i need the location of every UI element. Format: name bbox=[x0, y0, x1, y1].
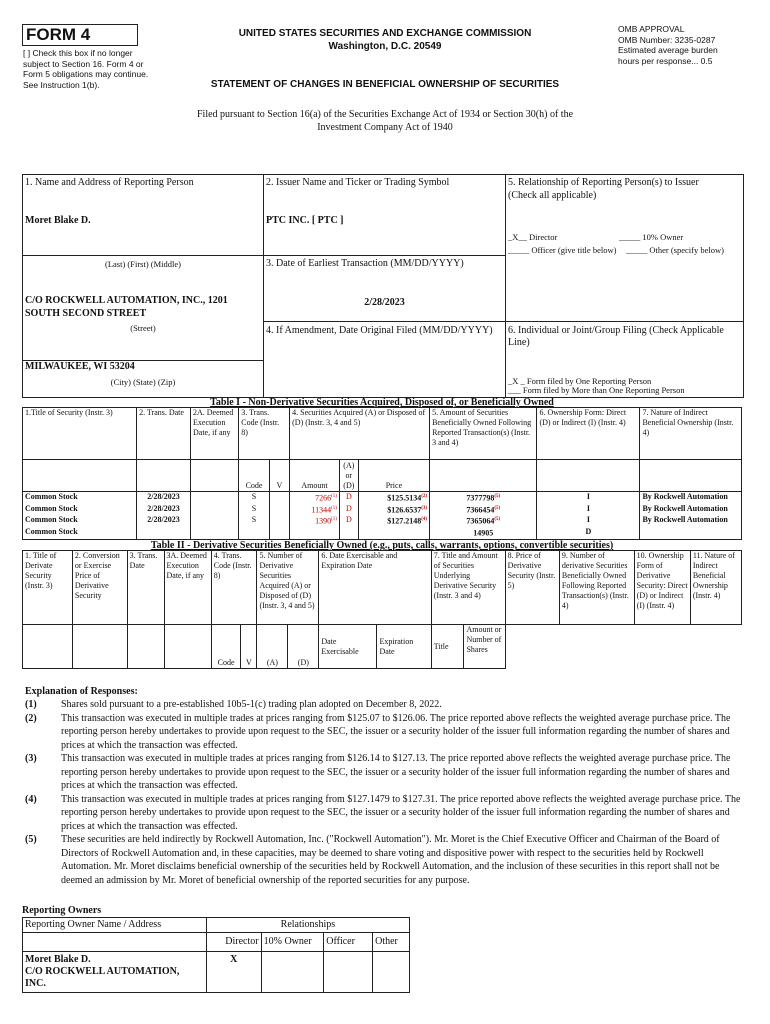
table-row bbox=[23, 527, 742, 539]
box1-label: 1. Name and Address of Reporting Person bbox=[25, 177, 194, 188]
city-line: MILWAUKEE, WI 53204 bbox=[25, 361, 135, 372]
earliest-date: 2/28/2023 bbox=[364, 297, 405, 308]
explanation-text: These securities are held indirectly by Rockwell Automation, Inc. ("Rockwell Automation"). Mr. Moret is the Chief Executive Officer and Chairman of the Board of Directors of Rockwell Automation and, in these capacities, may be deemed to share voting and dispositive power with respect to the securities held by Rockwell Automation. Mr. Moret disclaims beneficial ownership of the securities held by Rockwell Automation, and the inclusion of these securities in this report shall not be deemed an admission by Mr. Moret of beneficial ownership of the reported securities for any purpose. bbox=[61, 834, 720, 886]
cell-price: $126.6537 bbox=[387, 505, 422, 515]
owner-director-mark: X bbox=[206, 952, 261, 993]
street-line-1: C/O ROCKWELL AUTOMATION, INC., 1201 bbox=[25, 295, 228, 306]
cell-title: Common Stock bbox=[25, 515, 78, 525]
omb-line-1: OMB APPROVAL bbox=[618, 24, 685, 34]
box5-label: 5. Relationship of Reporting Person(s) to Issuer bbox=[508, 177, 699, 188]
street-line-2: SOUTH SECOND STREET bbox=[25, 308, 147, 319]
cell-nature: By Rockwell Automation bbox=[642, 503, 728, 513]
street-label: (Street) bbox=[130, 323, 156, 333]
box6-label: 6. Individual or Joint/Group Filing (Check Applicable Line) bbox=[508, 325, 724, 348]
cell-code: S bbox=[251, 515, 257, 525]
cell-price: $125.5134 bbox=[387, 493, 422, 503]
cell-title: Common Stock bbox=[25, 526, 78, 536]
omb-line-2: OMB Number: 3235-0287 bbox=[618, 34, 716, 45]
explanation-text: This transaction was executed in multiple trades at prices ranging from $126.14 to $127.13. The price reported above reflects the weighted average purchase price. The reporting person hereby undertakes to provide upon request to the SEC, the issuer or a security holder of the issuer full information regarding the number of shares and prices at which the transaction was effected. bbox=[61, 753, 731, 791]
cell-date: 2/28/2023 bbox=[147, 492, 180, 501]
cell-amount: 11344 bbox=[311, 505, 332, 515]
omb-approval bbox=[618, 24, 758, 66]
explanation-text: This transaction was executed in multiple trades at prices ranging from $127.1479 to $127.31. The price reported above reflects the weighted average purchase price. The reporting person hereby undertakes to provide upon request to the SEC, the issuer or a security holder of the issuer full information regarding the number of shares and prices at which the transaction was effected. bbox=[61, 793, 741, 832]
t2-h4: 4. Trans. Code (Instr. 8) bbox=[211, 551, 257, 625]
box4-label: 4. If Amendment, Date Original Filed (MM/DD/YYYY) bbox=[266, 325, 493, 336]
explanation-section bbox=[25, 686, 747, 887]
cell-date: 2/28/2023 bbox=[147, 503, 180, 513]
t1-sub-code: Code bbox=[239, 460, 269, 492]
name-parts-label: (Last) (First) (Middle) bbox=[104, 259, 181, 269]
form-title-box bbox=[22, 24, 138, 46]
explanation-num: (3) bbox=[25, 753, 37, 764]
t2-h6: 6. Date Exercisable and Expiration Date bbox=[319, 551, 431, 625]
t2-h11: 11. Nature of Indirect Beneficial Ownership (Instr. 4) bbox=[690, 551, 741, 625]
cell-form: I bbox=[586, 503, 590, 513]
t2-h9: 9. Number of derivative Securities Beneficially Owned Following Reported Transaction(s) (Instr. 4) bbox=[559, 551, 634, 625]
owners-col-rel: Relationships bbox=[206, 918, 409, 933]
owners-col-director: Director bbox=[206, 933, 261, 952]
omb-line-4: hours per response... 0.5 bbox=[618, 55, 713, 66]
t1-h2a: 2A. Deemed Execution Date, if any bbox=[191, 408, 239, 460]
footnote-ref: (5) bbox=[494, 494, 501, 499]
agency-name: UNITED STATES SECURITIES AND EXCHANGE COMMISSION bbox=[238, 28, 532, 39]
t1-h4: 4. Securities Acquired (A) or Disposed of (D) (Instr. 3, 4 and 5) bbox=[290, 408, 430, 460]
t1-h1: 1.Title of Security (Instr. 3) bbox=[23, 408, 137, 460]
table-row bbox=[23, 504, 742, 516]
footnote-ref: (1) bbox=[331, 494, 337, 499]
table-row bbox=[23, 492, 742, 504]
t2-h2: 2. Conversion or Exercise Price of Derivative Security bbox=[72, 551, 127, 625]
cell-title: Common Stock bbox=[25, 492, 78, 501]
cell-nature: By Rockwell Automation bbox=[642, 492, 728, 501]
explanation-num: (2) bbox=[25, 712, 37, 724]
cell-form: D bbox=[585, 526, 592, 536]
explanation-item bbox=[25, 752, 747, 793]
explanation-text: This transaction was executed in multiple trades at prices ranging from $125.07 to $126.06. The price reported above reflects the weighted average purchase price. The reporting person hereby undertakes to provide upon request to the SEC, the issuer or a security holder of the issuer full information regarding the number of shares and prices at which the transaction was effected. bbox=[61, 712, 731, 751]
cell-title: Common Stock bbox=[25, 503, 78, 513]
explanation-heading: Explanation of Responses: bbox=[25, 686, 138, 697]
t2-h3a: 3A. Deemed Execution Date, if any bbox=[164, 551, 211, 625]
cell-owned: 7365064 bbox=[466, 516, 495, 526]
reporting-person-name: Moret Blake D. bbox=[25, 215, 91, 226]
footnote-ref: (3) bbox=[421, 505, 428, 511]
explanation-num: (4) bbox=[25, 793, 37, 805]
owner-address-1: C/O ROCKWELL AUTOMATION, bbox=[25, 966, 180, 977]
form-title: FORM 4 bbox=[26, 25, 91, 44]
t1-sub-amount: Amount bbox=[290, 460, 340, 492]
t1-sub-price: Price bbox=[358, 460, 429, 492]
table2 bbox=[22, 550, 742, 669]
footnote-ref: (4) bbox=[421, 517, 428, 523]
t2-sub-title: Title bbox=[431, 625, 464, 669]
t2-sub-ed: Expiration Date bbox=[377, 625, 431, 669]
owners-col-other: Other bbox=[373, 933, 410, 952]
t2-h3: 3. Trans. Date bbox=[127, 551, 164, 625]
table1 bbox=[22, 407, 742, 540]
cell-date: 2/28/2023 bbox=[147, 515, 180, 525]
rel-officer: _____ Officer (give title below) bbox=[508, 245, 617, 255]
t2-sub-a: (A) bbox=[257, 625, 288, 669]
table-row bbox=[23, 515, 742, 527]
t2-h5: 5. Number of Derivative Securities Acquired (A) or Disposed of (D) (Instr. 3, 4 and 5) bbox=[257, 551, 319, 625]
owners-table bbox=[22, 917, 410, 993]
t1-h2: 2. Trans. Date bbox=[137, 408, 191, 460]
table1-title: Table I - Non-Derivative Securities Acquired, Disposed of, or Beneficially Owned bbox=[210, 397, 554, 408]
t2-sub-amt: Amount or Number of Shares bbox=[464, 625, 505, 669]
rel-ten-pct: _____ 10% Owner bbox=[619, 232, 684, 242]
omb-line-3: Estimated average burden bbox=[618, 45, 718, 55]
reporting-box bbox=[22, 174, 744, 398]
cell-price: $127.2148 bbox=[387, 516, 422, 526]
t2-h10: 10. Ownership Form of Derivative Security: Direct (D) or Indirect (I) (Instr. 4) bbox=[634, 551, 690, 625]
statement-title: STATEMENT OF CHANGES IN BENEFICIAL OWNERSHIP OF SECURITIES bbox=[210, 79, 560, 90]
cell-form: I bbox=[586, 492, 590, 501]
filing-one: _X _ Form filed by One Reporting Person bbox=[508, 376, 652, 386]
table2-title: Table II - Derivative Securities Beneficially Owned (e.g., puts, calls, warrants, options, convertible securities) bbox=[150, 540, 614, 551]
t2-h8: 8. Price of Derivative Security (Instr. 5) bbox=[505, 551, 559, 625]
cell-form: I bbox=[586, 515, 590, 525]
explanation-list bbox=[25, 698, 747, 887]
owner-name: Moret Blake D. bbox=[25, 954, 91, 965]
owners-col-name: Reporting Owner Name / Address bbox=[23, 918, 207, 933]
t1-h5: 5. Amount of Securities Beneficially Owned Following Reported Transaction(s) (Instr. 3 and 4) bbox=[430, 408, 537, 460]
t1-h3: 3. Trans. Code (Instr. 8) bbox=[239, 408, 290, 460]
issuer-name: PTC INC. [ PTC ] bbox=[266, 215, 344, 226]
agency-city: Washington, D.C. 20549 bbox=[328, 41, 442, 52]
footnote-ref: (5) bbox=[494, 517, 501, 523]
city-label: (City) (State) (Zip) bbox=[110, 377, 176, 387]
t1-h6: 6. Ownership Form: Direct (D) or Indirect (I) (Instr. 4) bbox=[537, 408, 640, 460]
rel-other: _____ Other (specify below) bbox=[626, 245, 724, 255]
explanation-text: Shares sold pursuant to a pre-established 10b5-1(c) trading plan adopted on December 8, 2022. bbox=[61, 699, 442, 710]
t2-sub-de: Date Exercisable bbox=[319, 625, 377, 669]
footnote-ref: (1) bbox=[331, 517, 337, 523]
table1-body bbox=[23, 492, 742, 540]
owner-address-2: INC. bbox=[25, 978, 46, 989]
explanation-item bbox=[25, 833, 747, 887]
cell-nature: By Rockwell Automation bbox=[642, 515, 728, 525]
t2-h7: 7. Title and Amount of Securities Underlying Derivative Security (Instr. 3 and 4) bbox=[431, 551, 505, 625]
t2-h1: 1. Title of Derivate Security (Instr. 3) bbox=[23, 551, 73, 625]
cell-owned: 7366454 bbox=[466, 505, 495, 515]
explanation-item bbox=[25, 793, 747, 834]
cell-amount: 1390 bbox=[315, 516, 332, 526]
rel-director: _X__ Director bbox=[508, 232, 558, 242]
footnote-ref: (2) bbox=[421, 494, 428, 499]
owners-col-ten: 10% Owner bbox=[261, 933, 324, 952]
explanation-num: (5) bbox=[25, 834, 37, 845]
filing-more: ___ Form filed by More than One Reporting Person bbox=[508, 385, 685, 395]
footnote-ref: (5) bbox=[494, 505, 501, 511]
cell-amount: 7266 bbox=[315, 493, 332, 503]
t2-sub-code: Code bbox=[211, 625, 241, 669]
cell-owned: 14905 bbox=[473, 528, 494, 538]
box5-sub: (Check all applicable) bbox=[508, 190, 597, 201]
box2-label: 2. Issuer Name and Ticker or Trading Symbol bbox=[266, 177, 450, 188]
owner-name-cell bbox=[23, 952, 207, 993]
explanation-item bbox=[25, 698, 747, 712]
cell-code: S bbox=[251, 503, 257, 513]
t1-sub-v: V bbox=[269, 460, 289, 492]
cell-ad: D bbox=[345, 503, 352, 513]
t2-sub-v: V bbox=[241, 625, 257, 669]
t1-h7: 7. Nature of Indirect Beneficial Ownership (Instr. 4) bbox=[640, 408, 742, 460]
footnote-ref: (1) bbox=[331, 505, 337, 511]
owners-col-officer: Officer bbox=[324, 933, 373, 952]
box3-label: 3. Date of Earliest Transaction (MM/DD/YYYY) bbox=[266, 258, 464, 269]
cell-code: S bbox=[251, 492, 257, 501]
t2-sub-d: (D) bbox=[288, 625, 319, 669]
filed-line-1: Filed pursuant to Section 16(a) of the Securities Exchange Act of 1934 or Section 30(h) of the bbox=[196, 109, 574, 120]
explanation-item bbox=[25, 712, 747, 753]
cell-owned: 7377798 bbox=[466, 493, 495, 503]
owners-heading: Reporting Owners bbox=[22, 905, 102, 916]
cell-ad: D bbox=[345, 515, 352, 525]
filed-line-2: Investment Company Act of 1940 bbox=[317, 122, 453, 133]
explanation-num: (1) bbox=[25, 699, 37, 710]
cell-ad: D bbox=[345, 492, 352, 501]
t1-sub-ad: (A) or (D) bbox=[339, 460, 358, 492]
checkbox-note: [ ] Check this box if no longer subject to Section 16. Form 4 or Form 5 obligations may continue. See Instruction 1(b). bbox=[23, 48, 149, 90]
